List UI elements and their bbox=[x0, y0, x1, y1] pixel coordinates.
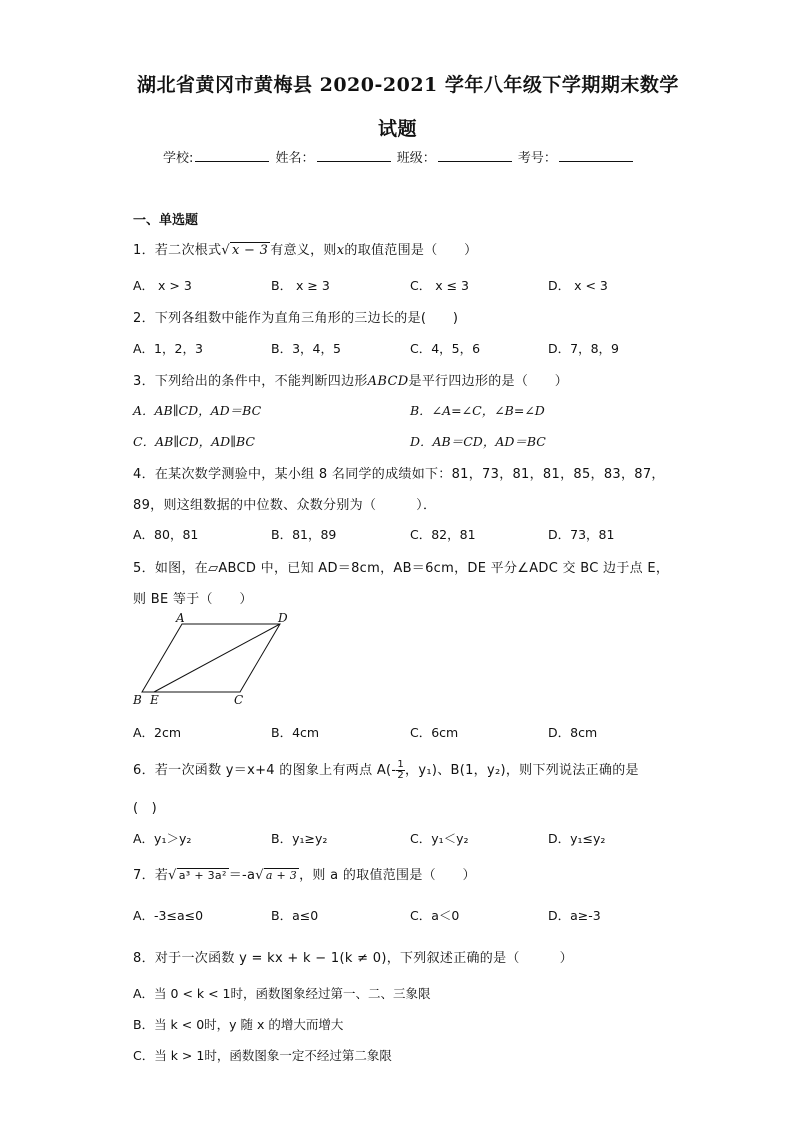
q6-frac-den: 2 bbox=[397, 770, 405, 781]
q2-option-b[interactable]: B．3，4，5 bbox=[271, 341, 341, 356]
q5-option-a[interactable]: A．2cm bbox=[133, 725, 182, 740]
q5-option-c[interactable]: C．6cm bbox=[410, 725, 459, 740]
question-5-line2: 则 BE 等于（ ） bbox=[133, 592, 253, 607]
q7-radicand1: a³ + 3a² bbox=[178, 869, 227, 882]
label-a: A bbox=[176, 612, 185, 625]
label-b: B bbox=[133, 693, 142, 707]
parallelogram-figure bbox=[128, 612, 298, 712]
q6-prefix: 6．若一次函数 y＝x+4 的图象上有两点 A(- bbox=[133, 763, 397, 778]
question-3 bbox=[133, 370, 568, 389]
number-blank[interactable] bbox=[559, 149, 633, 162]
q7-prefix: 7．若 bbox=[133, 868, 169, 883]
q1-suffix2: 的取值范围是（ ） bbox=[344, 243, 478, 258]
q3-option-b[interactable]: B．∠A=∠C，∠B=∠D bbox=[410, 403, 545, 418]
q1-option-b[interactable]: B． x ≥ 3 bbox=[271, 278, 330, 293]
q6-option-d[interactable]: D．y₁≤y₂ bbox=[548, 831, 606, 846]
name-label: 姓名： bbox=[275, 151, 315, 166]
q1-radicand: x − 3 bbox=[231, 243, 269, 258]
sqrt-icon: √ bbox=[168, 868, 177, 883]
q4-option-c[interactable]: C．82，81 bbox=[410, 527, 476, 542]
label-c: C bbox=[234, 693, 244, 707]
class-label: 班级： bbox=[396, 151, 436, 166]
question-4-line2: 89，则这组数据的中位数、众数分别为（ ）． bbox=[133, 498, 437, 513]
q7-option-b[interactable]: B．a≤0 bbox=[271, 908, 319, 923]
q1-var: x bbox=[336, 243, 345, 258]
q2-option-a[interactable]: A．1，2，3 bbox=[133, 341, 203, 356]
q6-option-c[interactable]: C．y₁＜y₂ bbox=[410, 831, 469, 846]
name-blank[interactable] bbox=[317, 149, 391, 162]
question-4-line1: 4．在某次数学测验中，某小组 8 名同学的成绩如下：81，73，81，81，85，83，87， bbox=[133, 467, 665, 482]
q4-option-d[interactable]: D．73，81 bbox=[548, 527, 615, 542]
question-1 bbox=[133, 239, 477, 258]
label-d: D bbox=[278, 612, 288, 625]
question-7 bbox=[133, 864, 476, 883]
sqrt-icon: √ bbox=[255, 868, 264, 883]
question-6-line2: ( ) bbox=[133, 801, 158, 816]
q5-option-d[interactable]: D．8cm bbox=[548, 725, 598, 740]
q6-frac-num: 1 bbox=[397, 759, 405, 770]
q7-option-c[interactable]: C．a＜0 bbox=[410, 908, 460, 923]
q1-option-a[interactable]: A． x > 3 bbox=[133, 278, 192, 293]
q6-fraction bbox=[396, 760, 405, 781]
q1-option-c[interactable]: C． x ≤ 3 bbox=[410, 278, 469, 293]
q1-prefix: 1．若二次根式 bbox=[133, 243, 222, 258]
segment-de bbox=[154, 624, 280, 692]
q1-suffix: 有意义，则 bbox=[270, 243, 337, 258]
q8-option-b[interactable]: B．当 k < 0时，y 随 x 的增大而增大 bbox=[133, 1017, 344, 1032]
q7-option-a[interactable]: A．-3≤a≤0 bbox=[133, 908, 204, 923]
q3-option-c[interactable]: C．AB∥CD，AD∥BC bbox=[133, 434, 255, 449]
q6-option-a[interactable]: A．y₁＞y₂ bbox=[133, 831, 192, 846]
q8-option-c[interactable]: C．当 k > 1时，函数图象一定不经过第二象限 bbox=[133, 1048, 392, 1063]
question-5-line1: 5．如图，在▱ABCD 中，已知 AD＝8cm，AB＝6cm，DE 平分∠ADC 交 BC 边于点 E， bbox=[133, 561, 670, 576]
q3-shape: ABCD bbox=[367, 374, 409, 389]
q2-option-c[interactable]: C．4，5，6 bbox=[410, 341, 481, 356]
page-title: 湖北省黄冈市黄梅县 2020-2021 学年八年级下学期期末数学 bbox=[137, 74, 679, 96]
school-label: 学校: bbox=[163, 151, 194, 166]
sqrt-icon: √ bbox=[221, 243, 230, 258]
q7-option-d[interactable]: D．a≥-3 bbox=[548, 908, 601, 923]
q7-radicand2: a + 3 bbox=[265, 869, 298, 882]
label-e: E bbox=[150, 693, 159, 707]
q6-option-b[interactable]: B．y₁≥y₂ bbox=[271, 831, 328, 846]
q7-suffix: ，则 a 的取值范围是（ ） bbox=[299, 868, 476, 883]
q2-option-d[interactable]: D．7，8，9 bbox=[548, 341, 619, 356]
question-6 bbox=[133, 759, 639, 781]
q5-option-b[interactable]: B．4cm bbox=[271, 725, 320, 740]
q3-option-a[interactable]: A．AB∥CD，AD＝BC bbox=[133, 403, 262, 418]
parallelogram-shape bbox=[142, 624, 280, 692]
school-blank[interactable] bbox=[195, 149, 269, 162]
q8-option-a[interactable]: A．当 0 < k < 1时，函数图象经过第一、二、三象限 bbox=[133, 986, 431, 1001]
question-8: 8．对于一次函数 y = kx + k − 1(k ≠ 0)，下列叙述正确的是（ ） bbox=[133, 951, 573, 966]
question-2: 2．下列各组数中能作为直角三角形的三边长的是( ) bbox=[133, 311, 459, 326]
q3-prefix: 3．下列给出的条件中，不能判断四边形 bbox=[133, 374, 368, 389]
q4-option-a[interactable]: A．80，81 bbox=[133, 527, 199, 542]
q4-option-b[interactable]: B．81，89 bbox=[271, 527, 337, 542]
q1-option-d[interactable]: D． x < 3 bbox=[548, 278, 608, 293]
section-heading: 一、单选题 bbox=[133, 213, 199, 228]
q6-suffix: ，y₁)、B(1，y₂)，则下列说法正确的是 bbox=[405, 763, 639, 778]
class-blank[interactable] bbox=[438, 149, 512, 162]
page-title-line2: 试题 bbox=[378, 118, 418, 140]
student-info bbox=[163, 147, 635, 166]
q3-option-d[interactable]: D．AB＝CD，AD＝BC bbox=[410, 434, 546, 449]
q3-suffix: 是平行四边形的是（ ） bbox=[408, 374, 569, 389]
number-label: 考号： bbox=[517, 151, 557, 166]
q7-mid: ＝-a bbox=[228, 868, 256, 883]
